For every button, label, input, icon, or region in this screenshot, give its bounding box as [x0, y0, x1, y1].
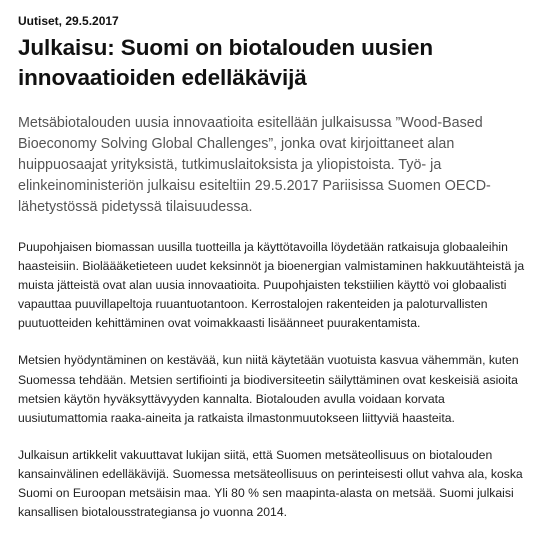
- article-paragraph-2: Metsien hyödyntäminen on kestävää, kun niitä käytetään vuotuista kasvua vähemmän, kuten Suomessa tehdään. Metsien sertifiointi ja biodiversiteetin säilyttäminen ovat keskeisiä asioita metsien käytön hyväksyttävyyden kannalta. Biotalouden avulla voidaan korvata uusiutumattomia raaka-aineita ja ratkaista ilmastonmuutokseen liittyviä haasteita.: [18, 353, 519, 425]
- article-paragraph-1: Puupohjaisen biomassan uusilla tuotteilla ja käyttötavoilla löydetään ratkaisuja globaaleihin haasteisiin. Bioläääketieteen uudet keksinnöt ja bioenergian valmistaminen hakkuutähteistä ja muista jätteistä ovat alan uusia innovaatioita. Puupohjaisten tekstiilien käyttö voi globaalisti vapauttaa puuvillapeltoja ruuantuotantoon. Kerrostalojen rakenteiden ja paloturvallisten puutuotteiden kehittäminen ovat voimakkaasti lisäänneet puurakentamista.: [18, 240, 525, 331]
- news-article: [18, 13, 528, 522]
- article-lead: Metsäbiotalouden uusia innovaatioita esitellään julkaisussa ”Wood-Based Bioeconomy Solving Global Challenges”, jonka ovat kirjoittaneet alan huippuosaajat yrityksistä, tutkimuslaitoksista ja yliopistoista. Työ- ja elinkeinoministeriön julkaisu esiteltiin 29.5.2017 Pariisissa Suomen OECD-lähetystössä pidetyssä tilaisuudessa.: [18, 115, 491, 215]
- article-title: Julkaisu: Suomi on biotalouden uusien innovaatioiden edelläkävijä: [18, 35, 434, 90]
- article-category-date: Uutiset, 29.5.2017: [18, 14, 119, 28]
- article-paragraph-3: Julkaisun artikkelit vakuuttavat lukijan siitä, että Suomen metsäteollisuus on biotalouden kansainvälinen edelläkävijä. Suomessa metsäteollisuus on perinteisesti ollut vahva ala, koska Suomi on Euroopan metsäisin maa. Yli 80 % sen maapinta-alasta on metsää. Suomi julkaisi kansallisen biotalousstrategiansa jo vuonna 2014.: [18, 447, 523, 520]
